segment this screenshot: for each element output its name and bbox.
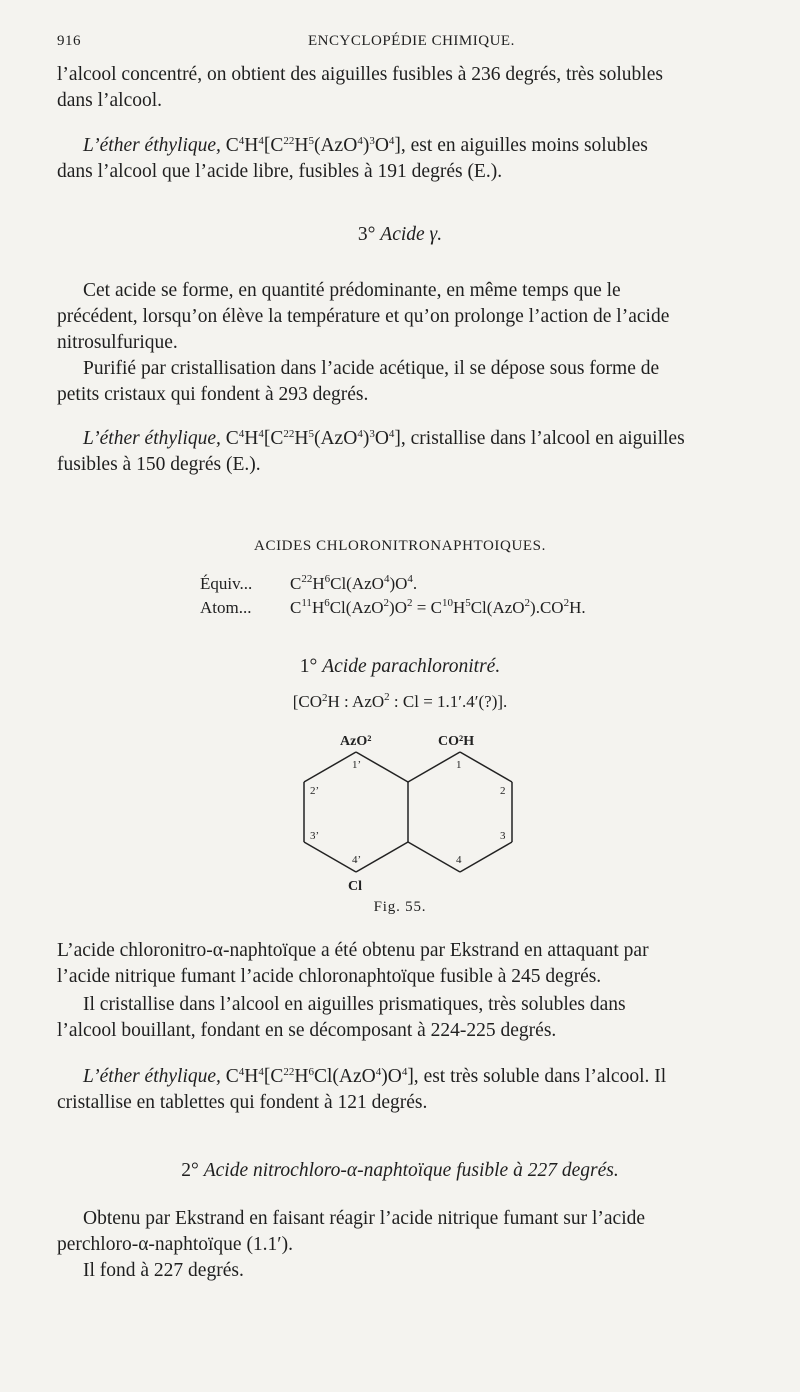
atom-formula: $C^{11}H^6Cl(AzO^2)O^2 = C^{10}H^5Cl(AzO^2).CO^2H$.	[290, 597, 586, 617]
text-line: nitrosulfurique.	[57, 332, 178, 353]
text-line: cristallise en tablettes qui fondent à 121 degrés.	[57, 1092, 428, 1113]
text-line: précédent, lorsqu’on élève la température et qu’on prolonge l’action de l’acide	[57, 306, 670, 327]
position-label: 2	[500, 785, 506, 797]
text-line: Obtenu par Ekstrand en faisant réagir l’acide nitrique fumant sur l’acide	[83, 1208, 646, 1229]
text-line: l’alcool concentré, on obtient des aiguilles fusibles à 236 degrés, très solubles	[57, 64, 663, 85]
azo2-substituent-label: AzO²	[340, 734, 372, 749]
section-heading: 1° Acide parachloronitré.	[299, 656, 501, 677]
text-line: l’acide nitrique fumant l’acide chloronaphtoïque fusible à 245 degrés.	[57, 966, 602, 987]
text-line: L’acide chloronitro-α-naphtoïque a été obtenu par Ekstrand en attaquant par	[57, 940, 649, 961]
text-line: dans l’alcool.	[57, 90, 163, 111]
text-line: Il fond à 227 degrés.	[83, 1260, 244, 1281]
position-label: 4’	[352, 854, 362, 866]
position-label: 3	[500, 830, 506, 842]
bond	[356, 752, 408, 782]
text-tail: est en aiguilles moins solubles	[405, 135, 648, 156]
position-label: 1’	[352, 759, 362, 771]
position-label: 2’	[310, 785, 320, 797]
page-number: 916	[57, 33, 81, 49]
co2h-substituent-label: CO²H	[438, 734, 475, 749]
text-line: dans l’alcool que l’acide libre, fusibles à 191 degrés (E.).	[57, 161, 503, 182]
atom-label: Atom...	[200, 598, 252, 617]
running-title: ENCYCLOPÉDIE CHIMIQUE.	[308, 33, 515, 49]
ether-paragraph-line	[83, 426, 685, 452]
bracket-formula: [$CO_2H$ : AzO$^2$ : Cl = 1.1′.4′(?)].	[292, 691, 508, 711]
text-line: l’alcool bouillant, fondant en se décomposant à 224-225 degrés.	[57, 1020, 557, 1041]
bond	[408, 752, 460, 782]
text-line: Purifié par cristallisation dans l’acide acétique, il se dépose sous forme de	[83, 358, 660, 379]
equiv-formula: $C^{22}H^6Cl(AzO^4)O^4$.	[290, 573, 418, 593]
position-label: 4	[456, 854, 462, 866]
text-line: Il cristallise dans l’alcool en aiguilles prismatiques, très solubles dans	[83, 994, 626, 1015]
figure-caption: Fig. 55.	[373, 899, 427, 915]
bond	[460, 842, 512, 872]
naphthalene-structure-diagram	[290, 722, 520, 902]
bond	[304, 752, 356, 782]
cl-substituent-label: Cl	[348, 879, 362, 894]
section-heading: 3° Acide γ.	[357, 224, 443, 245]
ether-lead: L’éther éthylique,	[83, 428, 221, 449]
text-line: petits cristaux qui fondent à 293 degrés.	[57, 384, 369, 405]
ether-paragraph-line	[83, 1064, 666, 1090]
text-line: Cet acide se forme, en quantité prédominante, en même temps que le	[83, 280, 621, 301]
ether-lead: L’éther éthylique,	[83, 135, 221, 156]
bond	[356, 842, 408, 872]
text-line: perchloro-α-naphtoïque (1.1′).	[57, 1234, 293, 1255]
text-line: fusibles à 150 degrés (E.).	[57, 454, 261, 475]
bond	[460, 752, 512, 782]
section-title: ACIDES CHLORONITRONAPHTOIQUES.	[254, 538, 546, 554]
ether-formula: $C^4H^4[C^{22}H^6Cl(AzO^4)O^4]$,	[225, 1066, 419, 1087]
bond	[408, 842, 460, 872]
text-tail: est très soluble dans l’alcool. Il	[418, 1066, 667, 1087]
ether-formula: $C^4H^4[C^{22}H^5(AzO^4)^3O^4]$,	[225, 135, 406, 156]
section-heading: 2° Acide nitrochloro-α-naphtoïque fusible à 227 degrés.	[181, 1160, 619, 1181]
bond	[304, 842, 356, 872]
text-tail: cristallise dans l’alcool en aiguilles	[405, 428, 685, 449]
ether-paragraph-line	[83, 133, 648, 159]
equiv-label: Équiv...	[200, 574, 253, 593]
position-label: 1	[456, 759, 462, 771]
ether-formula: $C^4H^4[C^{22}H^5(AzO^4)^3O^4]$,	[225, 428, 406, 449]
position-label: 3’	[310, 830, 320, 842]
ether-lead: L’éther éthylique,	[83, 1066, 221, 1087]
